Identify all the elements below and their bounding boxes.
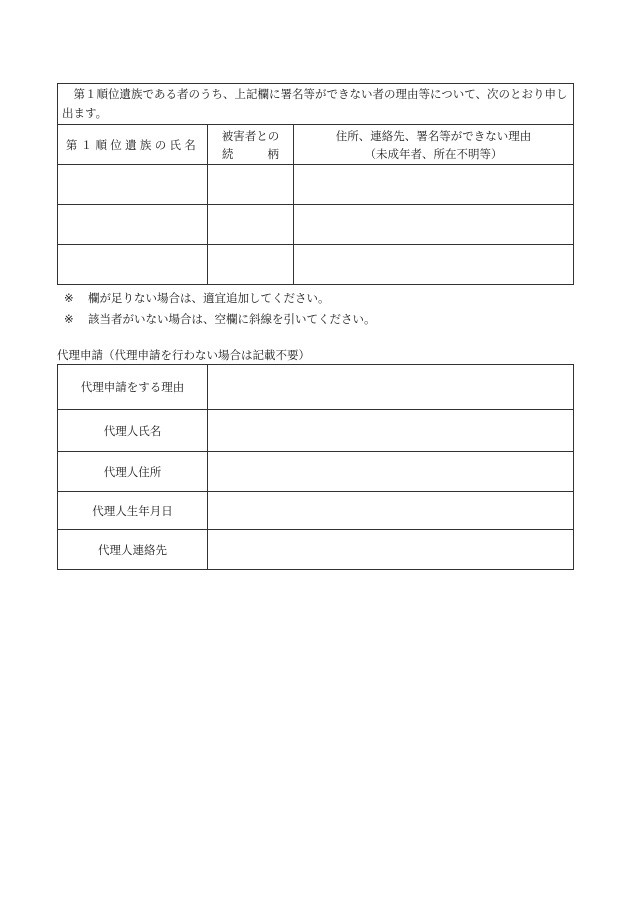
relationship-cell[interactable] — [208, 205, 294, 245]
agent-reason-field[interactable] — [208, 365, 574, 410]
table-row — [58, 492, 574, 530]
agent-address-field[interactable] — [208, 452, 574, 492]
survivor-name-cell[interactable] — [58, 205, 208, 245]
agent-contact-field[interactable] — [208, 530, 574, 570]
table-row — [58, 410, 574, 452]
note-mark: ※ — [64, 312, 74, 326]
reason-cell[interactable] — [294, 245, 574, 285]
relationship-cell[interactable] — [208, 165, 294, 205]
agent-name-field[interactable] — [208, 410, 574, 452]
header-survivor-name-label: 第１順位遺族の氏名 — [65, 137, 200, 152]
header-relationship-line2a: 続 — [222, 146, 234, 161]
agent-section-title: 代理申請（代理申請を行わない場合は記載不要） — [57, 348, 310, 362]
header-reason-line2: （未成年者、所在不明等） — [364, 146, 503, 161]
table-row — [58, 530, 574, 570]
header-relationship-line2 — [208, 145, 293, 163]
table-row — [58, 452, 574, 492]
reason-cell[interactable] — [294, 205, 574, 245]
agent-birthdate-label: 代理人生年月日 — [58, 492, 208, 530]
table-row — [58, 245, 574, 285]
table-row — [58, 205, 574, 245]
table-row — [58, 165, 574, 205]
survivor-name-cell[interactable] — [58, 165, 208, 205]
reason-cell[interactable] — [294, 165, 574, 205]
header-survivor-name — [58, 125, 208, 165]
note-text: 該当者がいない場合は、空欄に斜線を引いてください。 — [88, 312, 376, 326]
header-relationship — [208, 125, 294, 165]
note-strike-empty — [64, 311, 376, 327]
header-relationship-line2b: 柄 — [267, 146, 279, 161]
note-add-rows — [64, 290, 330, 306]
header-reason-line1: 住所、連絡先、署名等ができない理由 — [335, 128, 532, 143]
note-mark: ※ — [64, 291, 74, 305]
relationship-cell[interactable] — [208, 245, 294, 285]
agent-address-label: 代理人住所 — [58, 452, 208, 492]
header-relationship-line1: 被害者との — [221, 128, 280, 143]
agent-contact-label: 代理人連絡先 — [58, 530, 208, 570]
agent-reason-label: 代理申請をする理由 — [58, 365, 208, 410]
survivor-table-intro: 第１順位遺族である者のうち、上記欄に署名等ができない者の理由等について、次のとおり申し出ます。 — [58, 84, 574, 125]
table-row — [58, 365, 574, 410]
header-reason — [294, 125, 574, 165]
note-text: 欄が足りない場合は、適宜追加してください。 — [88, 291, 330, 305]
agent-birthdate-field[interactable] — [208, 492, 574, 530]
agent-table — [57, 364, 574, 570]
survivor-reason-table — [57, 83, 574, 285]
agent-name-label: 代理人氏名 — [58, 410, 208, 452]
survivor-name-cell[interactable] — [58, 245, 208, 285]
